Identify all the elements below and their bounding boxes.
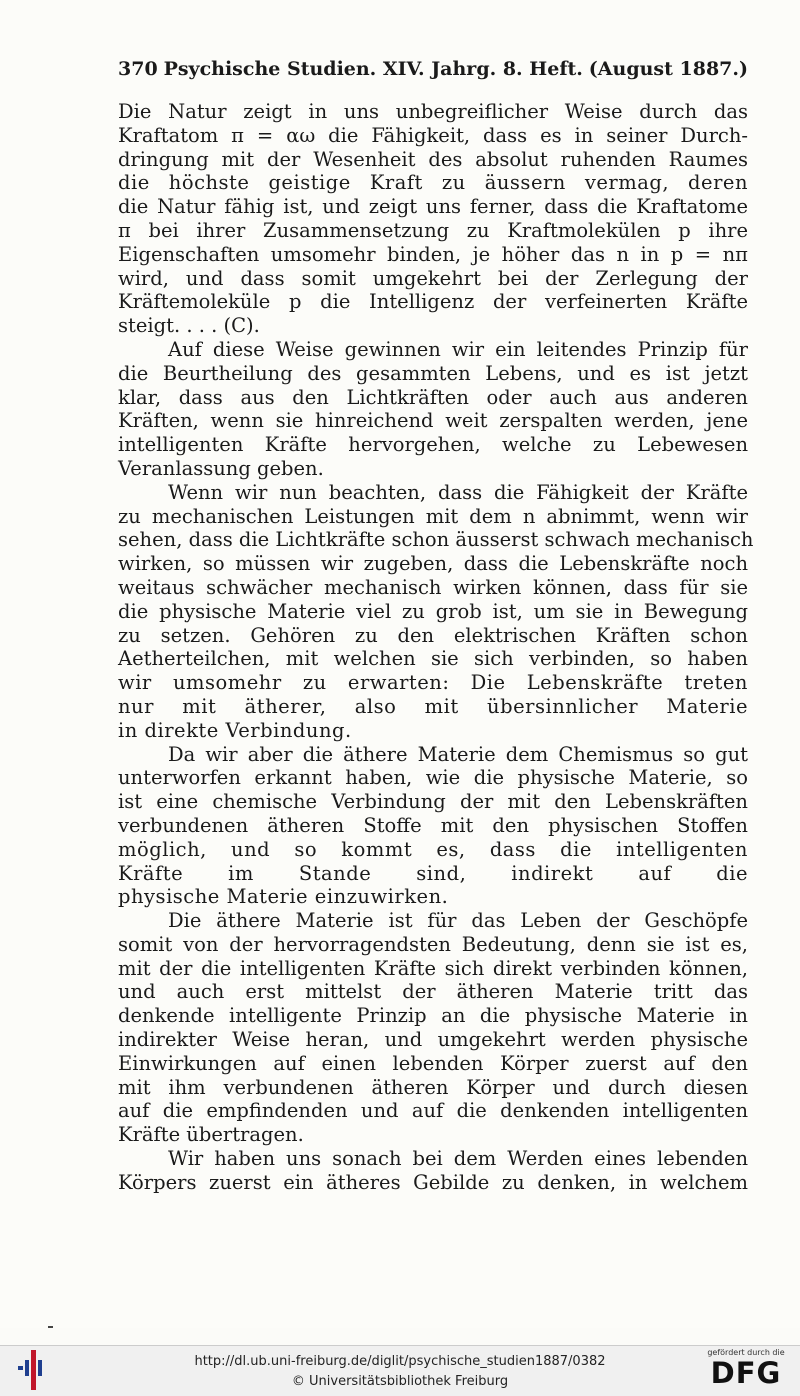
text-line: intelligenten Kräfte hervorgehen, welche zu Lebewesen — [118, 433, 748, 457]
text-line: verbundenen ätheren Stoffe mit den physischen Stoffen — [118, 813, 748, 837]
text-line: indirekter Weise heran, und umgekehrt werden physische — [118, 1028, 748, 1052]
text-line: physische Materie einzuwirken. — [118, 885, 449, 909]
dfg-logo-icon — [704, 1346, 788, 1394]
text-line: zu setzen. Gehören zu den elektrischen Kräften schon — [118, 623, 748, 647]
text-line: wird, und dass somit umgekehrt bei der Zerlegung der — [118, 266, 748, 290]
text-line: Einwirkungen auf einen lebenden Körper zuerst auf den — [118, 1051, 748, 1075]
text-line: Wir haben uns sonach bei dem Werden eines lebenden — [168, 1147, 748, 1171]
text-line: die physische Materie viel zu grob ist, um sie in Bewegung — [118, 599, 748, 623]
text-line: dringung mit der Wesenheit des absolut ruhenden Raumes — [118, 147, 748, 171]
text-line: klar, dass aus den Lichtkräften oder auch aus anderen — [118, 385, 748, 409]
text-line: zu mechanischen Leistungen mit dem n abnimmt, wenn wir — [118, 504, 748, 528]
text-line: π bei ihrer Zusammensetzung zu Kraftmolekülen p ihre — [118, 218, 748, 242]
text-line: Die äthere Materie ist für das Leben der Geschöpfe — [168, 909, 748, 933]
text-line: Kräften, wenn sie hinreichend weit zerspalten werden, jene — [118, 409, 748, 433]
text-line: mit der die intelligenten Kräfte sich direkt verbinden können, — [118, 956, 748, 980]
text-line: unterworfen erkannt haben, wie die physische Materie, so — [118, 766, 748, 790]
dfg-logo-text: DFG — [710, 1356, 782, 1390]
text-line: wir umsomehr zu erwarten: Die Lebenskräfte treten — [118, 671, 748, 695]
text-line: sehen, dass die Lichtkräfte schon äusserst schwach mechanisch — [118, 528, 754, 552]
text-line: Eigenschaften umsomehr binden, je höher das n in p = nπ — [118, 242, 748, 266]
text-line: auf die empfindenden und auf die denkenden intelligenten — [118, 1099, 748, 1123]
text-line: in direkte Verbindung. — [118, 718, 352, 742]
text-line: Veranlassung geben. — [118, 456, 324, 480]
text-line: Kräfte übertragen. — [118, 1123, 304, 1147]
text-line: weitaus schwächer mechanisch wirken können, dass für sie — [118, 575, 748, 599]
text-line: Da wir aber die äthere Materie dem Chemismus so gut — [168, 742, 748, 766]
text-line: Kräfte im Stande sind, indirekt auf die — [118, 861, 748, 885]
text-line: Körpers zuerst ein ätheres Gebilde zu denken, in welchem — [118, 1170, 748, 1194]
running-header — [118, 58, 748, 80]
text-line: mit ihm verbundenen ätheren Körper und durch diesen — [118, 1075, 748, 1099]
text-line: die Natur fähig ist, und zeigt uns ferner, dass die Kraftatome — [118, 195, 748, 219]
text-line: Auf diese Weise gewinnen wir ein leitendes Prinzip für — [168, 337, 748, 361]
text-line: Kraftatom π = αω die Fähigkeit, dass es in seiner Durch- — [118, 123, 748, 147]
text-line: wirken, so müssen wir zugeben, dass die Lebenskräfte noch — [118, 552, 748, 576]
text-line: Die Natur zeigt in uns unbegreiflicher Weise durch das — [118, 100, 748, 123]
issue-date: (August 1887.) — [588, 58, 748, 80]
text-line: steigt. . . . (C). — [118, 314, 260, 338]
text-line: Aetherteilchen, mit welchen sie sich verbinden, so haben — [118, 647, 748, 671]
body-text — [118, 100, 754, 1195]
footer-bar — [0, 1345, 800, 1396]
text-line: denkende intelligente Prinzip an die physische Materie in — [118, 1004, 748, 1028]
text-line: die höchste geistige Kraft zu äussern vermag, deren — [118, 171, 748, 195]
source-url[interactable]: http://dl.ub.uni-freiburg.de/diglit/psychische_studien1887/0382 — [194, 1354, 606, 1369]
text-line: die Beurtheilung des gesammten Lebens, und es ist jetzt — [118, 361, 748, 385]
text-line: und auch erst mittelst der ätheren Materie tritt das — [118, 980, 748, 1004]
text-line: nur mit ätherer, also mit übersinnlicher Materie — [118, 694, 748, 718]
text-line: Wenn wir nun beachten, dass die Fähigkeit der Kräfte — [168, 480, 748, 504]
running-title: Psychische Studien. XIV. Jahrg. 8. Heft. — [163, 58, 583, 80]
page-number: 370 — [118, 58, 158, 80]
text-line: ist eine chemische Verbindung der mit den Lebenskräften — [118, 790, 748, 814]
text-line: Kräftemoleküle p die Intelligenz der verfeinerten Kräfte — [118, 290, 748, 314]
text-line: möglich, und so kommt es, dass die intelligenten — [118, 837, 748, 861]
dfg-funding-note: gefördert durch die — [707, 1348, 785, 1357]
text-line: somit von der hervorragendsten Bedeutung, denn sie ist es, — [118, 932, 748, 956]
scan-mark — [48, 1326, 53, 1328]
copyright-notice: © Universitätsbibliothek Freiburg — [291, 1374, 509, 1389]
